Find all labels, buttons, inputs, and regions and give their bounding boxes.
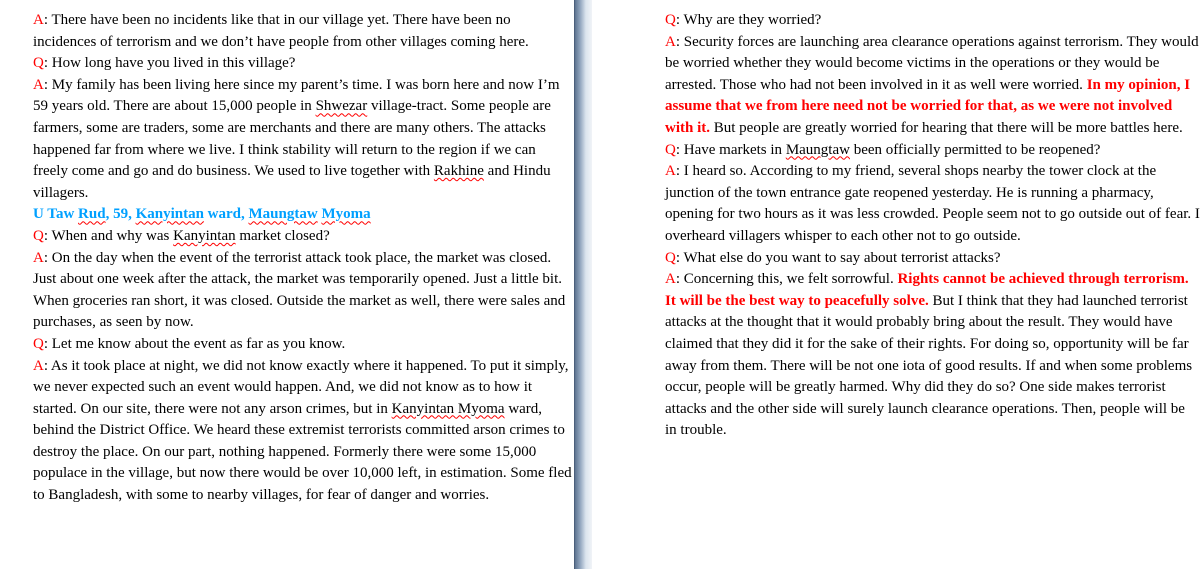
answer-paragraph: A: As it took place at night, we did not know exactly where it happened. To put it simply, we never expected such an event would happen. And, we did not know as to how it started. On our site, there were not any arson crimes, but in Kanyintan Myoma ward, behind the District Office. We heard these extremist terrorists committed arson crimes to destroy the place. On our part, nothing happened. Formerly there were some 15,000 populace in the village, but now there would be over 10,000 left, in estimation. Some fled to Bangladesh, with some to nearby villages, for fear of danger and worries. <box>33 357 572 504</box>
question-paragraph: Q: Why are they worried? <box>665 12 822 28</box>
spellcheck-word: Rud <box>78 206 106 223</box>
spellcheck-word: Kanyintan <box>173 227 236 244</box>
question-paragraph: Q: When and why was Kanyintan market closed? <box>33 227 330 244</box>
answer-paragraph: A: There have been no incidents like that in our village yet. There have been no incidences of terrorism and we don’t have people from other villages coming here. <box>33 12 529 50</box>
question-paragraph: Q: Have markets in Maungtaw been officially permitted to be reopened? <box>665 141 1101 158</box>
spellcheck-word: Myoma <box>321 206 371 223</box>
spellcheck-word: Kanyintan <box>135 206 204 223</box>
spellcheck-word: Maungtaw <box>785 141 850 158</box>
left-document-page <box>0 0 574 569</box>
question-paragraph: Q: Let me know about the event as far as you know. <box>33 335 346 352</box>
answer-paragraph: A: Security forces are launching area clearance operations against terrorism. They would be worried whether they would become victims in the operations or they would be arrested. Those who had not been involved in it as well were worried. In my opinion, I assume that we from here need not be worried for that, as we were not involved with it. But people are greatly worried for hearing that there will be more battles here. <box>665 33 1199 136</box>
page-gutter-divider <box>574 0 593 569</box>
spellcheck-word: Maungtaw <box>248 206 318 223</box>
question-paragraph: Q: What else do you want to say about terrorist attacks? <box>665 249 1001 266</box>
right-document-page <box>592 0 1200 569</box>
spellcheck-word: Shwezar <box>315 98 368 115</box>
emphasis-text: In my opinion, I assume that we from here need not be worried for that, as we were not involved with it. <box>665 76 1191 136</box>
answer-paragraph: A: Concerning this, we felt sorrowful. Rights cannot be achieved through terrorism. It will be the best way to peacefully solve. But I think that they had launched terrorist attacks at the thought that it would probably bring about the result. They would have claimed that they did it for the sake of their rights. For doing so, opportunity will be far away from them. There will be not one iota of good results. If and when some problems occur, people will be greatly harmed. Why did they do so? One side makes terrorist attacks and the other side will surely launch clearance operations. Then, people will be in trouble. <box>665 271 1193 439</box>
spellcheck-word: Rakhine <box>433 163 484 180</box>
question-paragraph: Q: How long have you lived in this village? <box>33 55 296 72</box>
speaker-heading: U Taw Rud, 59, Kanyintan ward, Maungtaw Myoma <box>33 206 371 223</box>
answer-paragraph: A: I heard so. According to my friend, several shops nearby the tower clock at the junction of the town entrance gate reopened yesterday. He is running a pharmacy, opening for two hours as it was less crowded. People seem not to go outside out of fear. I overheard villagers whisper to each other not to go outside. <box>665 163 1200 244</box>
answer-paragraph: A: On the day when the event of the terrorist attack took place, the market was closed. Just about one week after the attack, the market was temporarily opened. Just a little bit. When groceries ran short, it was closed. Outside the market as well, there were sales and purchases, as seen by now. <box>33 249 566 331</box>
spellcheck-word: Kanyintan Myoma <box>391 400 505 417</box>
answer-paragraph: A: My family has been living here since my parent’s time. I was born here and now I’m 59 years old. There are about 15,000 people in Shwezar village-tract. Some people are farmers, some are traders, some are merchants and there are many others. The attacks happened far from where we live. I think stability will return to the region if we can freely come and go and do business. We used to live together with Rakhine and Hindu villagers. <box>33 76 560 201</box>
emphasis-text: Rights cannot be achieved through terrorism. It will be the best way to peacefully solve. <box>665 271 1189 309</box>
